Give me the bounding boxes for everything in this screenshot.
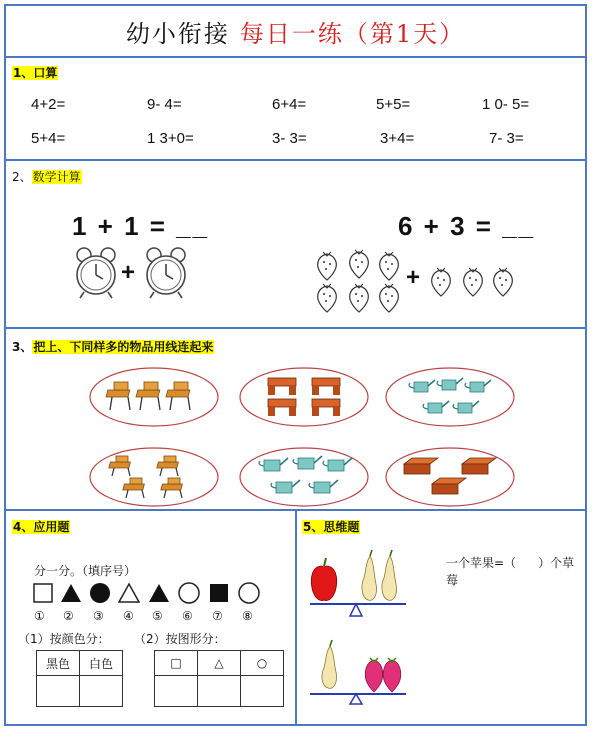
section5-number: 5、 xyxy=(303,520,324,534)
strawberry-icon xyxy=(464,268,483,296)
right-plus-sign: + xyxy=(406,264,421,291)
section3-heading xyxy=(12,338,214,355)
shape-number-3: ③ xyxy=(93,609,104,623)
header-black: 黑色 xyxy=(37,651,80,676)
title-part1: 幼小衔接 xyxy=(125,20,230,48)
shape-number-2: ② xyxy=(63,609,74,623)
question-part-b: ）个草莓 xyxy=(446,556,575,587)
group-watering-cans-5 xyxy=(384,366,516,428)
answer-circle[interactable] xyxy=(241,676,284,707)
circle-black-icon xyxy=(90,583,110,603)
triangle-black-icon xyxy=(149,584,169,602)
divider-sec2 xyxy=(6,327,585,329)
section3-label: 把上、下同样多的物品用线连起来 xyxy=(33,340,214,354)
strawberry-icon xyxy=(380,252,399,280)
shape-number-1: ① xyxy=(34,609,45,623)
shape-number-4: ④ xyxy=(123,609,134,623)
section4-label: 应用题 xyxy=(33,520,70,534)
problem-2-5: 7- 3= xyxy=(489,130,524,147)
shape-number-8: ⑧ xyxy=(242,609,253,623)
fulcrum-icon xyxy=(350,604,362,616)
answer-triangle[interactable] xyxy=(198,676,241,707)
left-expression: 1 + 1 = __ xyxy=(72,211,210,241)
problem-1-1: 4+2= xyxy=(31,96,66,113)
worksheet xyxy=(4,4,587,726)
group-watering-cans-5b xyxy=(238,446,370,508)
group-desks-3 xyxy=(384,446,516,508)
answer-black[interactable] xyxy=(37,676,80,707)
circle-white-icon xyxy=(179,583,199,603)
sort-intro: 分一分。（填序号） xyxy=(34,564,137,578)
divider-title xyxy=(6,56,585,58)
problem-2-3: 3- 3= xyxy=(272,130,307,147)
alarm-clock-icon xyxy=(72,246,120,300)
right-expression: 6 + 3 = __ xyxy=(398,211,536,241)
left-plus-sign: + xyxy=(121,259,136,286)
problem-1-3: 6+4= xyxy=(272,96,307,113)
group-chairs-3 xyxy=(88,366,220,428)
header-triangle: △ xyxy=(198,651,241,676)
section1-heading xyxy=(12,64,58,81)
triangle-black-icon xyxy=(61,584,81,602)
by-shape-label: （2）按图形分： xyxy=(134,632,226,646)
section1-number: 1、 xyxy=(13,66,34,80)
problem-1-4: 5+5= xyxy=(376,96,411,113)
section1-label: 口算 xyxy=(33,66,58,80)
strawberry-icon xyxy=(365,658,382,692)
shape-number-7: ⑦ xyxy=(212,609,223,623)
page-title xyxy=(6,14,585,49)
strawberry-icon xyxy=(318,284,337,312)
strawberry-icon xyxy=(383,658,400,692)
shape-row xyxy=(32,582,272,606)
section2-label: 数学计算 xyxy=(32,170,81,184)
square-white-icon xyxy=(34,584,52,602)
pear-icon xyxy=(382,550,397,600)
section4-heading xyxy=(12,518,70,535)
apple-icon xyxy=(311,558,336,601)
title-part2: 每日一练（第1天） xyxy=(239,20,466,48)
strawberry-icon xyxy=(494,268,513,296)
shape-number-5: ⑤ xyxy=(152,609,163,623)
problem-2-1: 5+4= xyxy=(31,130,66,147)
divider-sec1 xyxy=(6,159,585,161)
question-part-a: 一个苹果=（ xyxy=(446,556,517,570)
fulcrum-icon xyxy=(350,694,362,704)
by-color-label: （1）按颜色分： xyxy=(18,632,110,646)
thinking-question xyxy=(446,554,585,588)
strawberry-group-right xyxy=(426,264,522,298)
header-circle: ○ xyxy=(241,651,284,676)
strawberry-icon xyxy=(380,284,399,312)
strawberry-icon xyxy=(350,284,369,312)
strawberry-icon xyxy=(432,268,451,296)
shape-sort-table xyxy=(154,650,284,707)
problem-2-4: 3+4= xyxy=(380,130,415,147)
section4-number: 4、 xyxy=(13,520,34,534)
strawberry-icon xyxy=(318,252,337,280)
divider-sec4-5 xyxy=(295,509,297,724)
section2-number: 2、 xyxy=(12,170,32,184)
group-desks-4 xyxy=(238,366,370,428)
problem-1-2: 9- 4= xyxy=(147,96,182,113)
section5-label: 思维题 xyxy=(323,520,360,534)
answer-square[interactable] xyxy=(155,676,198,707)
pear-icon xyxy=(322,640,337,688)
header-square: □ xyxy=(155,651,198,676)
answer-white[interactable] xyxy=(80,676,123,707)
circle-white-icon xyxy=(239,583,259,603)
group-chairs-4 xyxy=(88,446,220,508)
triangle-white-icon xyxy=(119,584,139,602)
section3-number: 3、 xyxy=(12,340,33,354)
color-sort-table xyxy=(36,650,123,707)
balance-pear-strawberries xyxy=(306,640,410,706)
problem-1-5: 1 0- 5= xyxy=(482,96,530,113)
alarm-clock-icon xyxy=(142,246,190,300)
pear-icon xyxy=(362,550,377,600)
section2-heading xyxy=(12,168,82,185)
section5-heading xyxy=(302,518,360,535)
strawberry-icon xyxy=(350,250,369,278)
balance-apple-pears xyxy=(306,546,410,618)
square-black-icon xyxy=(210,584,228,602)
problem-2-2: 1 3+0= xyxy=(147,130,194,147)
shape-number-6: ⑥ xyxy=(182,609,193,623)
strawberry-group-left xyxy=(312,248,408,314)
header-white: 白色 xyxy=(80,651,123,676)
